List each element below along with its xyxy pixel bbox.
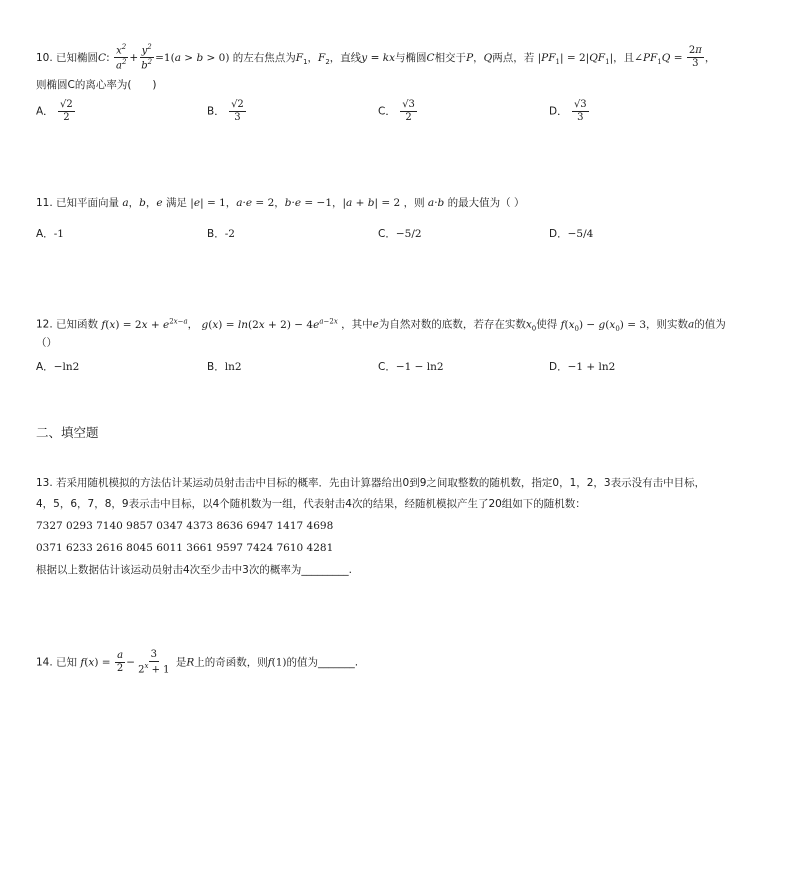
option-label: D． xyxy=(549,361,568,373)
math-fraction: $\frac{2\pi}{3}$ xyxy=(688,45,702,70)
question-number: 12. xyxy=(36,318,53,331)
option-b[interactable] xyxy=(207,359,242,374)
question-text: 两点，若 xyxy=(492,51,535,64)
question-text: 满足 xyxy=(165,197,187,209)
question-12-line2: （） xyxy=(36,337,57,349)
math-expression: C xyxy=(98,51,107,64)
option-a[interactable] xyxy=(36,226,64,241)
option-label: B． xyxy=(207,105,225,118)
question-text: 为自然对数的底数，若存在实数 xyxy=(378,318,526,331)
section-title: 二、填空题 xyxy=(36,425,99,440)
option-a[interactable] xyxy=(36,359,79,374)
option-label: B． xyxy=(207,228,225,240)
question-13-line1: 13. 若采用随机模拟的方法估计某运动员射击击中目标的概率．先由计算器给出0到9之间取整数的随机数，指定0，1，2，3表示没有击中目标， xyxy=(36,477,706,489)
question-text: ，则实数 xyxy=(646,318,689,331)
math-fraction: $\frac{3}{2^x + 1}$ xyxy=(138,649,170,676)
option-value: −5/4 xyxy=(567,228,594,240)
option-value: $\frac{√3}{3}$ xyxy=(573,99,587,123)
option-c[interactable] xyxy=(378,100,418,123)
question-text: ，且 xyxy=(613,51,635,64)
question-text: 已知平面向量 xyxy=(56,197,120,209)
random-numbers-row: 0371 6233 2616 8045 6011 3661 9597 7424 7610 4281 xyxy=(36,542,334,554)
question-text: 的最大值为（ ） xyxy=(447,197,525,209)
option-value: -2 xyxy=(224,228,235,240)
question-text: 的值为 xyxy=(694,318,726,331)
question-text: 使得 xyxy=(536,318,558,331)
option-b[interactable] xyxy=(207,226,235,241)
option-label: A． xyxy=(36,361,54,373)
question-number: 10. xyxy=(36,51,53,64)
math-fraction: $\frac{y^2}{b^2}$ xyxy=(141,43,153,72)
question-10-line2: 则椭圆C的离心率为( ) xyxy=(36,79,157,91)
question-text: 的值为_______. xyxy=(286,656,359,669)
option-label: D． xyxy=(549,105,568,118)
question-text: 是 xyxy=(175,656,187,669)
option-label: C． xyxy=(378,228,396,240)
option-value: -1 xyxy=(53,228,64,240)
option-value: −1 + ln2 xyxy=(567,361,616,373)
random-numbers-row: 7327 0293 7140 9857 0347 4373 8636 6947 1417 4698 xyxy=(36,520,334,532)
option-value: ln2 xyxy=(224,361,242,373)
question-13-line5: 根据以上数据估计该运动员射击4次至少击中3次的概率为_________. xyxy=(36,564,352,576)
question-11: 11. 已知平面向量 a，b，e 满足 |e| = 1，a·e = 2，b·e = −1，|a + b| = 2 ，则 a·b 的最大值为（ ） xyxy=(36,197,525,209)
option-label: B． xyxy=(207,361,225,373)
option-b[interactable] xyxy=(207,100,247,123)
question-text: 已知函数 xyxy=(56,318,99,331)
question-text: 与椭圆 xyxy=(395,51,427,64)
option-label: A． xyxy=(36,105,54,118)
option-d[interactable] xyxy=(549,359,615,374)
question-10: 10. 已知椭圆C: $\frac{x^2}{a^2}$ + $\frac{y^2}{b^2}$ =1(a > b > 0) 的左右焦点为$F_1$，$F_2$，直线y = kx与椭圆C相交于P，Q两点，若 $|PF_1| = 2|QF_1|$，且$\angle PF_1Q$ = $\frac{2\pi}{3}$ ， xyxy=(36,43,716,72)
question-13-line2: 4，5，6，7，8，9表示击中目标，以4个随机数为一组，代表射击4次的结果，经随机模拟产生了20组如下的随机数： xyxy=(36,498,586,510)
option-value: $\frac{√2}{2}$ xyxy=(60,99,73,123)
option-value: −5/2 xyxy=(395,228,422,240)
question-text: ，则 xyxy=(403,197,425,209)
question-12: 12. 已知函数 $f(x) = 2x + e^{2x-a}$， $g(x) = \ln(2x + 2) - 4e^{a-2x}$ ，其中e为自然对数的底数，若存在实数$x_0$使得 $f(x_0) - g(x_0) = 3$，则实数a的值为 xyxy=(36,317,726,333)
option-d[interactable] xyxy=(549,226,593,241)
option-c[interactable] xyxy=(378,226,422,241)
math-fraction: $\frac{a}{2}$ xyxy=(116,650,124,675)
option-label: C． xyxy=(378,105,396,118)
option-label: A． xyxy=(36,228,54,240)
option-d[interactable] xyxy=(549,100,590,123)
question-number: 11. xyxy=(36,197,53,209)
option-a[interactable] xyxy=(36,100,76,123)
option-value: −ln2 xyxy=(53,361,80,373)
option-value: $\frac{√2}{3}$ xyxy=(231,99,244,123)
question-text: 已知 xyxy=(56,656,78,669)
question-text: 相交于 xyxy=(434,51,467,64)
question-text: ，其中 xyxy=(341,318,373,331)
question-text: 的左右焦点为 xyxy=(232,51,296,64)
option-label: C． xyxy=(378,361,396,373)
question-14: 14. 已知 f(x) = $\frac{a}{2}$ − $\frac{3}{2^x + 1}$ 是R上的奇函数，则f(1)的值为_______. xyxy=(36,649,359,676)
option-value: −1 − ln2 xyxy=(395,361,444,373)
question-text: ，直线 xyxy=(329,51,362,64)
option-label: D． xyxy=(549,228,568,240)
question-number: 14. xyxy=(36,656,53,669)
question-text: 上的奇函数，则 xyxy=(194,656,268,669)
math-fraction: $\frac{x^2}{a^2}$ xyxy=(115,43,127,72)
question-text: 已知椭圆 xyxy=(56,51,99,64)
option-c[interactable] xyxy=(378,359,444,374)
option-value: $\frac{√3}{2}$ xyxy=(402,99,415,123)
